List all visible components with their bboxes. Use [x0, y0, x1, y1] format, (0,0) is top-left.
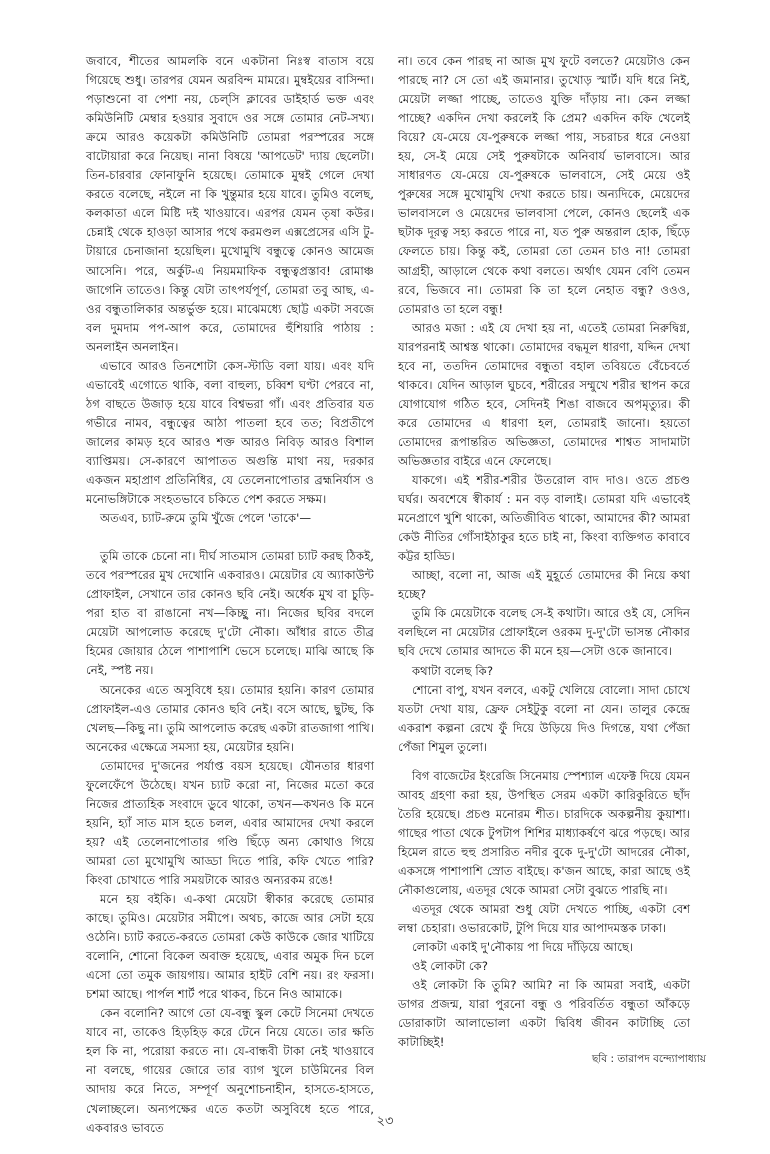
paragraph: যাকগে। এই শরীর-শরীর উতরোল বাদ দাও। ওতে প্রচণ্ড ঘর্ঘর। অবশেষে স্বীকার্য : মন বড় বালাই। তোমরা যদি এভাবেই মনেপ্রাণে খুশি থাকো, অতিজীবিত থাকো, আমাদের কী? আমরা কেউ নীতির গোঁসাইঠাকুর হতে চাই না, কিংবা ব্যক্তিগত কাবাবে কট্টর হাড্ডি।: [398, 473, 690, 564]
paragraph: শোনো বাপু, যখন বলবে, একটু খেলিয়ে বোলো। সাদা চোখে যতটা দেখা যায়, ফ্রেফ সেইটুকু বলো না যেন। তালুর কেন্দ্রে একরাশ কল্পনা রেখে ফুঁ দিয়ে উড়িয়ে দিও দিগন্তে, যথা পেঁজা পেঁজা শিমুল তুলো।: [398, 682, 690, 754]
paragraph: তোমাদের দু'জনের পর্যাপ্ত বয়স হয়েছে। যৌনতার ধারণা ফুলেফেঁপে উঠেছে। যখন চ্যাট করো না, নিজের মতো করে নিজের প্রাত্যহিক সংবাদে ডুবে থাকো, তখন—কখনও কি মনে হয়নি, হ্যাঁ সাত মাস হতে চলল, এবার আমাদের দেখা করলে হয়? এই তেলেনাপোতার গণ্ডি ছিঁড়ে অন্য কোথাও গিয়ে আমরা তো মুখোমুখি আড্ডা দিতে পারি, কফি খেতে পারি? কিংবা চোখাতে পারি সময়টাকে আরও অন্যরকম রঙে!: [86, 758, 374, 887]
right-text-column: [398, 52, 690, 1052]
illustration-credit: ছবি : তারাপদ বন্দ্যোপাধ্যায়: [591, 1053, 706, 1065]
paragraph: না। তবে কেন পারছ না আজ মুখ ফুটে বলতে? মেয়েটাও কেন পারছে না? সে তো এই জমানার। তুখোড় স্মার্ট। যদি ধরে নিই, মেয়েটা লজ্জা পাচ্ছে, তাতেও যুক্তি দাঁড়ায় না। কেন লজ্জা পাচ্ছে? একদিন দেখা করলেই কি প্রেম? একদিন কফি খেলেই বিয়ে? যে-মেয়ে যে-পুরুষকে লজ্জা পায়, সচরাচর ধরে নেওয়া হয়, সে-ই মেয়ে সেই পুরুষটাকে অনিবার্য ভালবাসে। আর সাধারণত যে-মেয়ে যে-পুরুষকে ভালবাসে, সেই মেয়ে ওই পুরুষের সঙ্গে মুখোমুখি দেখা করতে চায়। অন্যদিকে, মেয়েদের ভালবাসলে ও মেয়েদের ভালবাসা পেলে, কোনও ছেলেই এক ছটাক দূরত্ব সহ্য করতে পারে না, যত পুরু অন্তরাল হোক, ছিঁড়ে ফেলতে চায়। কিন্তু কই, তোমরা তো তেমন চাও না! তোমরা আগ্রহী, আড়ালে থেকে কথা বলতে। অর্থাৎ যেমন বেণি তেমন রবে, ভিজবে না। তোমরা কি তা হলে নেহাত বন্ধু? ওওও, তোমরাও তা হলে বন্ধু!: [398, 54, 690, 316]
paragraph: কথাটা বলেছ কি?: [412, 663, 494, 678]
paragraph: অতএব, চ্যাট-রুমে তুমি খুঁজে পেলে 'তাকে'—: [100, 511, 312, 526]
paragraph: অনেকের এতে অসুবিধে হয়। তোমার হয়নি। কারণ তোমার প্রোফাইল-এও তোমার কোনও ছবি নেই। বসে আছে, ছুটছ, কি খেলছ—কিছু না। তুমি আপলোড করেছ একটা রাতজাগা পাখি। অনেকের এক্ষেত্রে সমস্যা হয়, মেয়েটার হয়নি।: [86, 682, 374, 754]
paragraph: আরও মজা : এই যে দেখা হয় না, এতেই তোমরা নিরুদ্বিগ্ন, যারপরনাই আশ্বস্ত থাকো। তোমাদের বদ্ধমূল ধারণা, যদ্দিন দেখা হবে না, ততদিন তোমাদের বন্ধুতা বহাল তবিয়তে বেঁচেবর্তে থাকবে। যেদিন আড়াল ঘুচবে, শরীরের সম্মুখে শরীর স্থাপন করে যোগাযোগ গঠিত হবে, সেদিনই শিঙা বাজবে অপমৃত্যুর। কী করে তোমাদের এ ধারণা হল, তোমরাই জানো। হয়তো তোমাদের রূপান্তরিত অভিজ্ঞতা, তোমাদের শাশ্বত সাদামাটা অভিজ্ঞতার বাইরে এনে ফেলেছে।: [398, 320, 690, 468]
paragraph: এভাবে আরও তিনশোটা কেস-স্টাডি বলা যায়। এবং যদি এভাবেই এগোতে থাকি, বলা বাহুল্য, চব্বিশ ঘণ্টা পেরবে না, ঠগ বাছতে উজাড় হয়ে যাবে বিশ্বভরা গাঁ। এবং প্রতিবার যত গভীরে নামব, বন্ধুত্বের আঠা পাতলা হবে তত; বিপ্রতীপে জালের কামড় হবে আরও শক্ত আরও নিবিড় আরও বিশাল ব্যাপ্তিময়। সে-কারণে আপাতত অগুন্তি মাথা নয়, দরকার একজন মহাপ্রাণ প্রতিনিধির, যে তেলেনাপোতার ব্রহ্মনির্যাস ও মনোভঙ্গিটাকে সংহতভাবে চকিতে পেশ করতে সক্ষম।: [86, 358, 374, 507]
paragraph: জবাবে, শীতের আমলকি বনে একটানা নিঃস্ব বাতাস বয়ে গিয়েছে শুধু। তারপর যেমন অরবিন্দ মামরে। মুম্বইয়ের বাসিন্দা। পড়াশুনো বা পেশা নয়, চেল্‌সি ক্লাবের ডাইহার্ড ভক্ত এবং কমিউনিটি মেম্বার হওয়ার সুবাদে ওর সঙ্গে তোমার নেট-সখ্য। ক্রমে আরও কয়েকটা কমিউনিটি তোমরা পরস্পরের সঙ্গে বাটোয়ারা করে নিয়েছ। নানা বিষয়ে 'আপডেট' দ্যায় ছেলেটা। তিন-চারবার ফোনাফুনি হয়েছে। তোমাকে মুম্বই গেলে দেখা করতে বলেছে, নইলে না কি খুন্তুমার হয়ে যাবে। তুমিও বলেছ, কলকাতা এলে মিষ্টি দই খাওয়াবে। এরপর যেমন তৃষা কউর। চেন্নাই থেকে হাওড়া আসার পথে করমণ্ডল এক্সপ্রেসের এসি টু-টায়ারে চেনাজানা হয়েছিল। মুখোমুখি বন্ধুত্বে কোনও আমেজ আসেনি। পরে, অর্কুট-এ নিয়মমাফিক বন্ধুত্বপ্রস্তাব! রোমাঞ্চ জাগেনি তাতেও। কিন্তু যেটা তাৎপর্যপূর্ণ, তোমরা তবু আছ, এ-ওর বন্ধুতালিকার অন্তর্ভুক্ত হয়ে। মাঝেমধ্যে ছোট্ট একটা সবজে বল দুমদাম পপ-আপ করে, তোমাদের হুঁশিয়ারি পাঠায় : অনলাইন অনলাইন।: [86, 54, 374, 354]
paragraph: এতদূর থেকে আমরা শুধু যেটা দেখতে পাচ্ছি, একটা বেশ লম্বা চেহারা। ওভারকোট, টুপি দিয়ে যার আপাদমস্তক ঢাকা।: [398, 902, 690, 936]
page-number: ২৩: [376, 1114, 394, 1129]
paragraph: মনে হয় বইকি। এ-কথা মেয়েটা স্বীকার করেছে তোমার কাছে। তুমিও। মেয়েটার সমীপে। অথচ, কাজে আর সেটা হয়ে ওঠেনি। চ্যাট করতে-করতে তোমরা কেউ কাউকে জোর খাটিয়ে বলোনি, শোনো বিকেল অবাক্ত হয়েছে, এবার অমুক দিন চলে এসো তো তমুক জায়গায়। আমার হাইট বেশি নয়। রং ফরসা। চশমা আছে। পার্পল শার্ট পরে থাকব, চিনে নিও আমাকে।: [86, 892, 374, 1002]
paragraph: কেন বলোনি? আগে তো যে-বন্ধু স্কুল কেটে সিনেমা দেখতে যাবে না, তাকেও হিড়হিড় করে টেনে নিয়ে যেতে। তার ক্ষতি হল কি না, পরোয়া করতে না। যে-বান্ধবী টাকা নেই খাওয়াবে না বলছে, গায়ের জোরে তার ব্যাগ খুলে চাউমিনের বিল আদায় করে নিতে, সম্পূর্ণ অনুশোচনাহীন, হাসতে-হাসতে, খেলাচ্ছলে। অন্যপক্ষের এতে কতটা অসুবিধে হতে পারে, একবারও ভাবতে: [86, 1006, 374, 1135]
paragraph: তুমি তাকে চেনো না। দীর্ঘ সাতমাস তোমরা চ্যাট করছ ঠিকই, তবে পরস্পরের মুখ দেখোনি একবারও। মেয়েটার যে অ্যাকাউন্ট প্রোফাইল, সেখানে তার কোনও ছবি নেই। অর্ধেক মুখ বা চুড়ি-পরা হাত বা রাঙানো নখ—কিচ্ছু না। নিজের ছবির বদলে মেয়েটা আপলোড করেছে দু'টো নৌকা। আঁধার রাতে তীব্র হিমের জোয়ার ঠেলে পাশাপাশি ভেসে চলেছে। মাঝি আছে কি নেই, স্পষ্ট নয়।: [86, 549, 374, 678]
left-text-column: [86, 52, 374, 1138]
paragraph: আচ্ছা, বলো না, আজ এই মুহূর্তে তোমাদের কী নিয়ে কথা হচ্ছে?: [398, 568, 690, 602]
paragraph: ওই লোকটা কি তুমি? আমি? না কি আমরা সবাই, একটা ডাগর প্রজন্ম, যারা পুরনো বন্ধু ও পরিবর্তিত বন্ধুতা আঁকড়ে ডোরাকাটা আলাভোলা একটা দ্বিবিধ জীবন কাটাচ্ছি তো কাটাচ্ছিই!: [398, 978, 690, 1050]
paragraph: বিগ বাজেটের ইংরেজি সিনেমায় স্পেশ্যাল এফেক্ট দিয়ে যেমন আবহ গ্রহণা করা হয়, উপস্থিত সেরম একটা কারিকুরিতে ছাঁদ তৈরি হয়েছে। প্রচণ্ড মনোরম শীত। চারদিকে অকল্পনীয় কুয়াশা। গাছের পাতা থেকে টুপটাপ শিশির মাধ্যাকর্ষণে ঝরে পড়ছে। আর হিমেল রাতে হুহু প্রসারিত নদীর বুকে দু-দু'টো আদরের নৌকা, একসঙ্গে পাশাপাশি স্রোত বাইছে। ক'জন আছে, কারা আছে ওই নৌকাগুলোয়, এতদূর থেকে আমরা সেটা বুঝতে পারছি না।: [398, 768, 690, 898]
paragraph: লোকটা একাই দু'নৌকায় পা দিয়ে দাঁড়িয়ে আছে।: [412, 940, 634, 955]
paragraph: তুমি কি মেয়েটাকে বলেছ সে-ই কথাটা। আরে ওই যে, সেদিন বলছিলে না মেয়েটার প্রোফাইলে ওরকম দু-দু'টো ভাসন্ত নৌকার ছবি দেখে তোমার আদতে কী মনে হয়—সেটা ওকে জানাবে।: [398, 606, 690, 659]
paragraph: ওই লোকটা কে?: [412, 959, 489, 974]
